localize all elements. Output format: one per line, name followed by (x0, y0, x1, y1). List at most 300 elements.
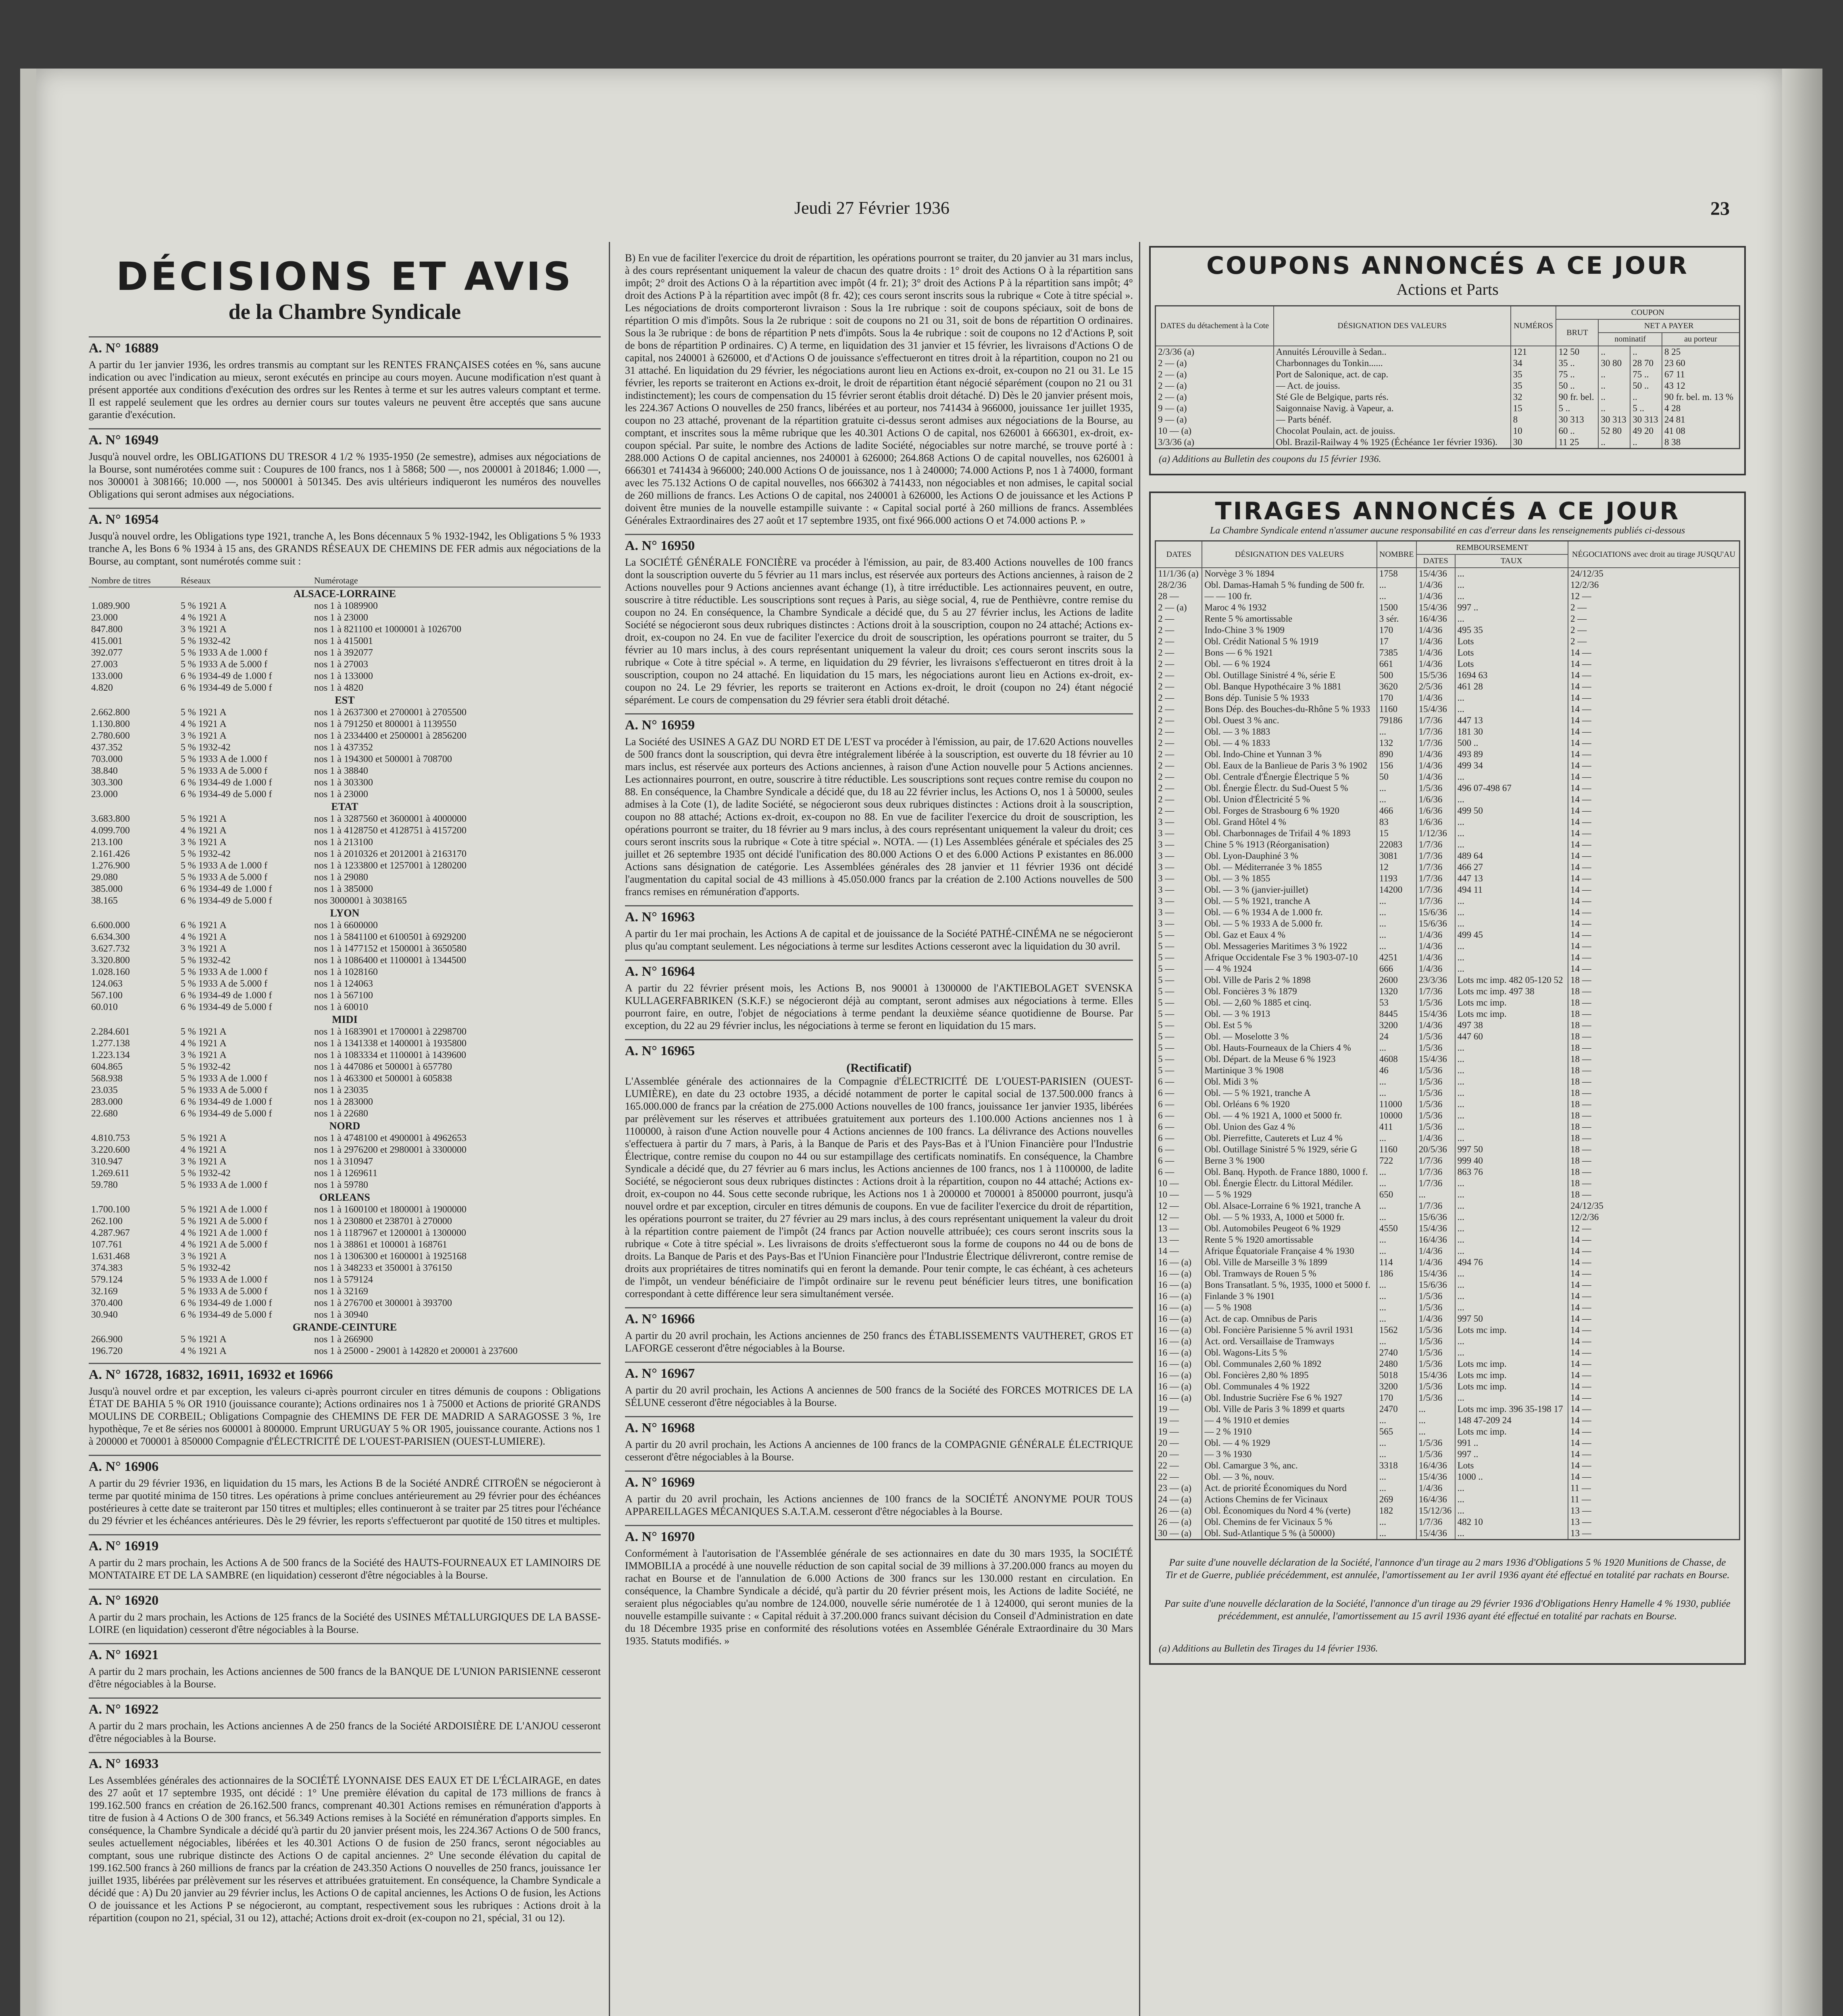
table-cell: 4 % 1921 A (180, 825, 227, 836)
table-row (89, 1334, 601, 1345)
table-cell: nos 1 à 25000 - 29001 à 142820 et 200001 à 237600 (314, 1346, 518, 1356)
table-cell: 1694 63 (1455, 670, 1568, 681)
rail-header-count: Nombre de titres (89, 575, 178, 587)
table-cell: 1/4/36 (1416, 658, 1455, 670)
table-cell: 14 — (1568, 715, 1740, 726)
table-cell: ... (1377, 783, 1416, 794)
table-row (89, 719, 601, 730)
table-cell: 890 (1377, 749, 1416, 760)
table-cell: 1/4/36 (1416, 591, 1455, 602)
tirages-footnote: (a) Additions au Bulletin des Tirages du 14 février 1936. (1159, 1643, 1378, 1654)
table-cell: 10 — (a) (1156, 425, 1274, 437)
table-row (1156, 771, 1740, 783)
table-cell: 11000 (1377, 1099, 1416, 1110)
table-cell: Obl. — 6 % 1934 A de 1.000 fr. (1202, 907, 1377, 918)
notice (89, 1534, 601, 1581)
table-cell: 3 — (1156, 884, 1202, 896)
table-cell: ... (1455, 1099, 1568, 1110)
table-cell: ... (1377, 1313, 1416, 1325)
table-cell: 3200 (1377, 1381, 1416, 1392)
table-row (1156, 369, 1740, 380)
table-row (89, 895, 601, 907)
table-row (89, 600, 601, 612)
table-cell: 121 (1511, 346, 1556, 358)
table-row (89, 1050, 601, 1061)
table-row (1156, 658, 1740, 670)
table-row (1156, 1370, 1740, 1381)
left-column (89, 246, 601, 1931)
table-cell: nos 1 à 29080 (314, 872, 369, 883)
table-cell: 6 % 1934-49 de 5.000 f (180, 789, 272, 800)
table-cell: 2 — (1568, 636, 1740, 647)
table-cell: 16/4/36 (1416, 1460, 1455, 1471)
table-row (1156, 1087, 1740, 1099)
table-cell: Obl. — Méditerranée 3 % 1855 (1202, 862, 1377, 873)
section-title: DÉCISIONS ET AVIS (116, 254, 574, 299)
table-cell: 18 — (1568, 1144, 1740, 1155)
table-cell: 181 30 (1455, 726, 1568, 737)
table-cell: 6 % 1934-49 de 1.000 f (180, 1097, 272, 1107)
table-cell: ... (1377, 1516, 1416, 1528)
table-cell: 6 — (1156, 1110, 1202, 1121)
table-cell: 38.840 (91, 766, 118, 776)
table-cell: 703.000 (91, 754, 123, 764)
table-cell: ... (1455, 952, 1568, 963)
table-cell: Obl. Alsace-Lorraine 6 % 1921, tranche A (1202, 1200, 1377, 1212)
table-cell: ... (1455, 907, 1568, 918)
table-row (89, 990, 601, 1002)
table-cell: 415.001 (91, 636, 123, 646)
table-cell: ... (1455, 1076, 1568, 1087)
notice-text: A partir du 2 mars prochain, les Actions anciennes A de 250 francs de la Société ARDOISIÈRE DE L'ANJOU cesseront d'être négociables à la Bourse. (89, 1720, 601, 1744)
table-cell: 14 — (1568, 658, 1740, 670)
table-cell: 1/5/36 (1416, 1347, 1455, 1358)
notice-number: A. N° 16954 (89, 508, 601, 527)
notice-number: A. N° 16967 (625, 1362, 1133, 1381)
notice (625, 905, 1133, 952)
table-cell: ... (1455, 1121, 1568, 1133)
table-cell: 1/6/36 (1416, 816, 1455, 828)
table-cell: 18 — (1568, 1099, 1740, 1110)
table-cell: 496 07-498 67 (1455, 783, 1568, 794)
table-cell: Obl. Indo-Chine et Yunnan 3 % (1202, 749, 1377, 760)
rail-numbering-table (89, 575, 601, 1357)
table-row (1156, 1178, 1740, 1189)
table-cell: 1/12/36 (1416, 828, 1455, 839)
table-cell: 18 — (1568, 1166, 1740, 1178)
table-cell: 50 .. (1630, 380, 1662, 392)
tirages-title: TIRAGES ANNONCÉS A CE JOUR (1215, 497, 1680, 525)
table-cell: 14 — (1568, 670, 1740, 681)
table-cell: 847.800 (91, 624, 123, 635)
table-cell: Obl. Ville de Paris 3 % 1899 et quarts (1202, 1404, 1377, 1415)
table-cell: Port de Salonique, act. de cap. (1274, 369, 1511, 380)
table-row (89, 765, 601, 777)
table-cell: Obl. — 2,60 % 1885 et cinq. (1202, 997, 1377, 1008)
table-cell: 1000 .. (1455, 1471, 1568, 1483)
table-cell: 14 — (1568, 850, 1740, 862)
table-cell: 35 (1511, 380, 1556, 392)
table-row (1156, 850, 1740, 862)
table-row (1156, 1268, 1740, 1279)
table-cell: 14 — (1568, 1313, 1740, 1325)
notice-text: La Société des USINES A GAZ DU NORD ET DE L'EST va procéder à l'émission, au pair, de 17.620 Actions nouvelles de 500 francs dont la souscription, qui devra être intégralement libérée à la souscription, est ouverte du 18 février au 10 mars inclus, est réservée aux porteurs des Actions anciennes, à raison d'une Action nouvelle pour 5 Actions anciennes. Les actionnaires pourront, en outre, souscrire à titre réductible. Les souscriptions sont reçues contre remise du coupon no 88. En conséquence, la Chambre Syndicale a décidé que, du 18 au 22 février inclus, les Actions O, nos 1 à 50000, seules admises à la Cote (1), de ladite Société, se négocieront sous deux rubriques distinctes : Actions droit à la souscription, coupon no 88 attaché; Actions ex-droit, ex-coupon no 88. En vue de faciliter l'exercice du droit de souscription, les opérations pourront se traiter, du 18 février au 9 mars inclus, à des cours représentant uniquement la valeur du droit; ces cours seront inscrits sous la rubrique « Cote à titre spécial ». NOTA. — (1) Les Assemblées générale et spéciales des 25 juillet et 26 septembre 1935 ont décidé l'unification des 80.000 Actions O et des 6.000 Actions P existantes en 86.000 Actions sans désignation de catégorie. Les Assemblées générales des 28 janvier et 11 février 1936 ont décidé l'augmentation du capital social de 43 millions à 45.050.000 francs par la création de 2.100 Actions nouvelles de 500 francs remises en rémunération d'apports. (625, 736, 1133, 898)
table-row (1156, 380, 1740, 392)
table-cell: ... (1416, 1426, 1455, 1437)
table-cell: Obl. Communales 4 % 1922 (1202, 1381, 1377, 1392)
table-row (89, 1156, 601, 1168)
table-cell: 18 — (1568, 1189, 1740, 1200)
table-cell: Obl. — 6 % 1924 (1202, 658, 1377, 670)
notice (625, 1362, 1133, 1409)
table-cell: 30 80 (1598, 358, 1630, 369)
table-cell: 23 — (a) (1156, 1483, 1202, 1494)
table-cell: 75 .. (1630, 369, 1662, 380)
table-cell: 1/7/36 (1416, 737, 1455, 749)
table-cell: ... (1377, 1415, 1416, 1426)
table-cell: 1/5/36 (1416, 1336, 1455, 1347)
table-cell: Obl. — 5 % 1921, tranche A (1202, 896, 1377, 907)
coupons-header-net: NET A PAYER (1598, 319, 1739, 333)
section-subtitle: de la Chambre Syndicale (228, 300, 461, 324)
table-cell: Lots (1455, 636, 1568, 647)
table-cell: 170 (1377, 1392, 1416, 1404)
page-edge-right (1782, 69, 1822, 2016)
table-row (1156, 1008, 1740, 1020)
table-row (89, 931, 601, 943)
table-cell: 30 313 (1630, 414, 1662, 425)
table-cell: 411 (1377, 1121, 1416, 1133)
table-cell: 23/3/36 (1416, 975, 1455, 986)
table-cell: 32.169 (91, 1286, 118, 1297)
table-cell: 6.634.300 (91, 932, 130, 942)
table-row (1156, 414, 1740, 425)
table-cell: 18 — (1568, 1065, 1740, 1076)
table-cell: 5 .. (1556, 403, 1598, 414)
table-cell: ... (1377, 1042, 1416, 1054)
table-cell: ... (1455, 1347, 1568, 1358)
table-cell: 20 — (1156, 1449, 1202, 1460)
table-cell: 35 (1511, 369, 1556, 380)
table-cell: .. (1598, 380, 1630, 392)
table-cell: 1/4/36 (1416, 1483, 1455, 1494)
notice-text: Jusqu'à nouvel ordre et par exception, les valeurs ci-après pourront circuler en titres démunis de coupons : Obligations ÉTAT DE BAHIA 5 % OR 1910 (jouissance courante); Actions ordinaires nos 1 à 75000 et Actions de priorité GRANDS MOULINS DE CORBEIL; Obligations Compagnie des CHEMINS DE FER DE MADRID A SARAGOSSE 3 %, 1re hypothèque, 7e et 8e séries nos 600001 à 800000. Emprunt URUGUAY 5 % OR 1905, jouissance courante. Actions nos 1 à 200000 et 700001 à 850000 Compagnie d'ÉLECTRICITÉ DE L'OUEST-PARISIEN (OUEST-LUMIERE). (89, 1385, 601, 1447)
table-cell: 8 38 (1662, 437, 1740, 449)
table-row (1156, 1471, 1740, 1483)
rail-group-row (89, 1321, 601, 1334)
table-cell: 4 % 1921 A (180, 932, 227, 942)
table-cell: 12 — (1568, 591, 1740, 602)
table-cell: 132 (1377, 737, 1416, 749)
table-cell: Obl. Foncière Parisienne 5 % avril 1931 (1202, 1325, 1377, 1336)
table-cell: 14 — (1568, 1471, 1740, 1483)
table-cell: 14 — (1568, 749, 1740, 760)
table-cell: ... (1455, 1042, 1568, 1054)
table-row (89, 1286, 601, 1297)
table-cell: Obl. — 5 % 1921, tranche A (1202, 1087, 1377, 1099)
table-row (89, 624, 601, 635)
table-cell: 15/4/36 (1416, 1471, 1455, 1483)
table-cell: 16 — (a) (1156, 1370, 1202, 1381)
table-cell: nos 1 à 1089900 (314, 601, 378, 611)
table-cell: 8 (1511, 414, 1556, 425)
table-cell: 14 — (1568, 1257, 1740, 1268)
table-cell: 5 % 1932-42 (180, 636, 231, 646)
table-cell: Obl. Outillage Sinistré 5 % 1929, série G (1202, 1144, 1377, 1155)
table-cell: 604.865 (91, 1062, 123, 1072)
table-cell: 1/7/36 (1416, 726, 1455, 737)
table-cell: 41 08 (1662, 425, 1740, 437)
coupons-header-coupon: COUPON (1556, 306, 1739, 320)
table-cell: 4.820 (91, 683, 113, 693)
table-cell: 13 — (1568, 1516, 1740, 1528)
table-cell: 3 % 1921 A (180, 943, 227, 954)
table-cell: nos 1 à 348233 et 350001 à 376150 (314, 1263, 452, 1273)
table-cell: 23 60 (1662, 358, 1740, 369)
table-cell: 18 — (1568, 997, 1740, 1008)
table-cell: ... (1455, 794, 1568, 805)
table-row (1156, 681, 1740, 692)
newspaper-page (36, 69, 1782, 2016)
table-cell: ... (1455, 579, 1568, 591)
table-cell: 4.099.700 (91, 825, 130, 836)
table-row (1156, 1031, 1740, 1042)
table-cell: Obl. Pierrefitte, Cauterets et Luz 4 % (1202, 1133, 1377, 1144)
table-row (1156, 1257, 1740, 1268)
table-cell: 2 — (1156, 805, 1202, 816)
table-cell: Obl. — 3 % (janvier-juillet) (1202, 884, 1377, 896)
table-cell: nos 1 à 567100 (314, 990, 373, 1001)
notice-number: A. N° 16922 (89, 1697, 601, 1717)
table-cell: nos 1 à 821100 et 1000001 à 1026700 (314, 624, 462, 635)
table-cell: Obl. Ville de Paris 2 % 1898 (1202, 975, 1377, 986)
table-cell: 494 76 (1455, 1257, 1568, 1268)
table-cell: 15/4/36 (1416, 704, 1455, 715)
table-cell: 5 % 1933 A de 1.000 f (180, 967, 268, 977)
table-cell: Obl. Damas-Hamah 5 % funding de 500 fr. (1202, 579, 1377, 591)
table-cell: nos 1 à 4128750 et 4128751 à 4157200 (314, 825, 466, 836)
table-cell: 2 — (1156, 794, 1202, 805)
table-cell: nos 1 à 3287560 et 3600001 à 4000000 (314, 814, 466, 824)
table-row (1156, 896, 1740, 907)
table-cell: 114 (1377, 1257, 1416, 1268)
table-cell: 18 — (1568, 1020, 1740, 1031)
column-rule (1139, 242, 1140, 2016)
table-cell: ... (1377, 907, 1416, 918)
table-cell: 14 — (1568, 884, 1740, 896)
rail-group-name: ETAT (331, 801, 358, 812)
table-cell: 1758 (1377, 568, 1416, 579)
table-cell: 26 — (a) (1156, 1516, 1202, 1528)
table-row (89, 1345, 601, 1357)
table-cell: 16 — (a) (1156, 1347, 1202, 1358)
table-cell: 1/7/36 (1416, 862, 1455, 873)
table-cell: Obl. Banque Hypothécaire 3 % 1881 (1202, 681, 1377, 692)
table-cell: 4251 (1377, 952, 1416, 963)
table-cell: 6 % 1934-49 de 5.000 f (180, 683, 272, 693)
table-cell: 16 — (a) (1156, 1358, 1202, 1370)
table-row (1156, 1076, 1740, 1087)
table-cell: ... (1377, 1212, 1416, 1223)
table-cell: Obl. Charbonnages de Trifail 4 % 1893 (1202, 828, 1377, 839)
table-cell: 3620 (1377, 681, 1416, 692)
table-cell: 3.320.800 (91, 955, 130, 966)
table-cell: 1/4/36 (1416, 749, 1455, 760)
table-cell: nos 1 à 1233800 et 1257001 à 1280200 (314, 860, 466, 871)
table-cell: 107.761 (91, 1239, 123, 1250)
table-row (1156, 1212, 1740, 1223)
table-cell: 13 — (1156, 1234, 1202, 1245)
table-cell: Obl. — 5 % 1933, A, 1000 et 5000 fr. (1202, 1212, 1377, 1223)
table-cell: 1.130.800 (91, 719, 130, 729)
table-row (1156, 1245, 1740, 1257)
table-cell: 6 % 1934-49 de 1.000 f (180, 1298, 272, 1308)
table-cell: 32 (1511, 392, 1556, 403)
table-cell: 60 .. (1556, 425, 1598, 437)
table-row (1156, 346, 1740, 358)
table-cell: Rente 5 % 1920 amortissable (1202, 1234, 1377, 1245)
table-cell: nos 1 à 4748100 et 4900001 à 4962653 (314, 1133, 466, 1143)
table-cell: ... (1455, 591, 1568, 602)
table-cell: 5 — (1156, 952, 1202, 963)
table-cell: 385.000 (91, 884, 123, 894)
table-cell: 16/4/36 (1416, 613, 1455, 625)
table-cell: 29.080 (91, 872, 118, 883)
table-cell: 14 — (1568, 1370, 1740, 1381)
table-cell: 16 — (a) (1156, 1302, 1202, 1313)
table-cell: ... (1455, 896, 1568, 907)
table-cell: 1/4/36 (1416, 929, 1455, 941)
table-cell: ... (1455, 918, 1568, 929)
table-row (89, 872, 601, 883)
table-cell: 2 — (1156, 726, 1202, 737)
table-cell: 5 % 1932-42 (180, 1062, 231, 1072)
table-row (1156, 986, 1740, 997)
table-cell: 3 % 1921 A (180, 1050, 227, 1060)
table-cell: 1/7/36 (1416, 1200, 1455, 1212)
table-cell: Lots mc imp. (1455, 1358, 1568, 1370)
table-cell: — Parts bénéf. (1274, 414, 1511, 425)
table-cell: 14 — (1568, 1358, 1740, 1370)
table-cell: 5 % 1921 A (180, 1133, 227, 1143)
table-cell: ... (1455, 839, 1568, 850)
table-row (1156, 805, 1740, 816)
table-cell: 14 — (1568, 941, 1740, 952)
table-cell: 5 % 1933 A de 5.000 f (180, 659, 268, 670)
rail-group-name: NORD (329, 1120, 360, 1132)
table-row (1156, 1144, 1740, 1155)
table-cell: 22083 (1377, 839, 1416, 850)
table-cell: Obl. Communales 2,60 % 1892 (1202, 1358, 1377, 1370)
table-cell: 12 — (1156, 1200, 1202, 1212)
table-cell: 5 % 1933 A de 5.000 f (180, 1286, 268, 1297)
table-cell: 1/4/36 (1416, 952, 1455, 963)
table-cell: 2480 (1377, 1358, 1416, 1370)
table-cell: Obl. — 3 % 1913 (1202, 1008, 1377, 1020)
table-cell: ... (1455, 1291, 1568, 1302)
table-row (1156, 929, 1740, 941)
table-cell: ... (1416, 1415, 1455, 1426)
table-cell: 14 — (1568, 1347, 1740, 1358)
table-cell: Obl. Est 5 % (1202, 1020, 1377, 1031)
table-cell: 14 — (1568, 1392, 1740, 1404)
table-cell: 46 (1377, 1065, 1416, 1076)
table-cell: 1/7/36 (1416, 715, 1455, 726)
table-cell: 370.400 (91, 1298, 123, 1308)
table-cell: 14 — (1568, 1245, 1740, 1257)
table-cell: Obl. — 3 % 1855 (1202, 873, 1377, 884)
rail-group-row (89, 907, 601, 920)
coupons-subtitle: Actions et Parts (1396, 280, 1499, 298)
table-cell: 1/5/36 (1416, 1099, 1455, 1110)
table-cell: 14 — (1568, 1437, 1740, 1449)
table-cell: ... (1455, 1087, 1568, 1099)
table-cell: Lots mc imp. 497 38 (1455, 986, 1568, 997)
table-row (89, 1026, 601, 1038)
table-cell: nos 1 à 283000 (314, 1097, 373, 1107)
table-cell: 15/4/36 (1416, 1054, 1455, 1065)
table-cell: Obl. Wagons-Lits 5 % (1202, 1347, 1377, 1358)
table-cell: 11 — (1568, 1483, 1740, 1494)
table-cell: 1160 (1377, 704, 1416, 715)
table-cell: 16 — (a) (1156, 1313, 1202, 1325)
table-cell: nos 1 à 1083334 et 1100001 à 1439600 (314, 1050, 466, 1060)
table-cell: .. (1598, 369, 1630, 380)
rail-group-row (89, 587, 601, 600)
table-cell: 16/4/36 (1416, 1234, 1455, 1245)
table-cell: 16 — (a) (1156, 1336, 1202, 1347)
table-cell: 14 — (1568, 862, 1740, 873)
table-cell: 3.627.732 (91, 943, 130, 954)
table-cell: Berne 3 % 1900 (1202, 1155, 1377, 1166)
table-cell: 23.000 (91, 789, 118, 800)
table-cell: 3/3/36 (a) (1156, 437, 1274, 449)
table-cell: 1/5/36 (1416, 1121, 1455, 1133)
table-cell: 30 313 (1556, 414, 1598, 425)
notice-text: A partir du 2 mars prochain, les Actions anciennes de 500 francs de la BANQUE DE L'UNION PARISIENNE cesseront d'être négociables à la Bourse. (89, 1666, 601, 1690)
table-cell: 20 — (1156, 1437, 1202, 1449)
notice-number: A. N° 16949 (89, 428, 601, 448)
tirages-header-designation: DÉSIGNATION DES VALEURS (1202, 541, 1377, 568)
table-cell: 3 — (1156, 816, 1202, 828)
table-cell: 2 — (1156, 681, 1202, 692)
table-row (1156, 918, 1740, 929)
table-row (1156, 1449, 1740, 1460)
table-cell: 493 89 (1455, 749, 1568, 760)
table-row (89, 943, 601, 955)
table-cell: 4 % 1921 A (180, 1145, 227, 1155)
table-cell: 7385 (1377, 647, 1416, 658)
table-cell: Lots mc imp. (1455, 1426, 1568, 1437)
table-cell: 3081 (1377, 850, 1416, 862)
table-cell: 1500 (1377, 602, 1416, 613)
table-row (1156, 1200, 1740, 1212)
table-cell: Finlande 3 % 1901 (1202, 1291, 1377, 1302)
table-cell: 1/5/36 (1416, 1358, 1455, 1370)
table-cell: 53 (1377, 997, 1416, 1008)
table-cell: nos 1 à 463300 et 500001 à 605838 (314, 1073, 452, 1084)
table-row (1156, 997, 1740, 1008)
notice (625, 1416, 1133, 1463)
rail-group-name: GRANDE-CEINTURE (292, 1321, 397, 1333)
table-cell: nos 1 à 133000 (314, 671, 373, 681)
page-date: Jeudi 27 Février 1936 (794, 198, 950, 218)
table-row (1156, 952, 1740, 963)
notice-text: L'Assemblée générale des actionnaires de la Compagnie d'ÉLECTRICITÉ DE L'OUEST-PARISIEN (OUEST-LUMIÈRE), en date du 23 octobre 1935, a décidé notamment de porter le capital social de 137.500.000 francs à 165.000.000 de francs par la création de 275.000 Actions nouvelles de 100 francs, jouissance 1er janvier 1935, libérées par prélèvement sur les réserves et attribuées gratuitement aux porteurs des 1.100.000 Actions anciennes nos 1 à 1100000, à raison d'une Action nouvelle pour 4 Actions anciennes de 100 francs. La délivrance des Actions nouvelles s'effectuera à partir du 7 mars, à Paris, à la Banque de Paris et des Pays-Bas et à l'Union Financière pour l'Industrie Électrique, contre remise du coupon no 44 ou sur estampillage des certificats nominatifs. En conséquence, la Chambre Syndicale a décidé que, du 27 février au 6 mars inclus, les Actions anciennes de 100 francs, nos 1 à 1100000, de ladite Société, se négocieront sous deux rubriques distinctes : Actions droit à la répartition, coupon no 44 attaché; Actions ex-droit, ex-coupon no 44. Sous cette seconde rubrique, les Actions nos 1 à 200000 et 700001 à 850000 pourront, jusqu'à nouvel ordre et par exception, circuler en titres démunis de coupons. En vue de faciliter l'exercice du droit de répartition, les opérations pourront se traiter, du 27 février au 29 mars inclus, à des cours représentant uniquement la valeur du droit à la répartition contre paiement de l'impôt (24 francs par Action nouvelle attribuée); ces cours seront inscrits sous la rubrique « Cote à titre spécial ». Les livraisons de droits s'effectueront sous la forme de coupons no 44 ou de bons de droits. La Banque de Paris et des Pays-Bas et l'Union Financière pour l'Industrie Électrique délivreront, contre remise de droits aux propriétaires de titres nominatifs qui en feront la demande. Pour tenir compte, le cas échéant, à ces acheteurs de l'impôt, un vendeur bénéficiaire de l'impôt ordinaire sur le revenu peut bénéficier leurs titres, une bonification correspondant à cette différence leur sera simultanément versée. (625, 1075, 1133, 1300)
table-cell: ... (1416, 1404, 1455, 1415)
table-cell: 1/4/36 (1416, 1257, 1455, 1268)
table-cell: 1/5/36 (1416, 1042, 1455, 1054)
